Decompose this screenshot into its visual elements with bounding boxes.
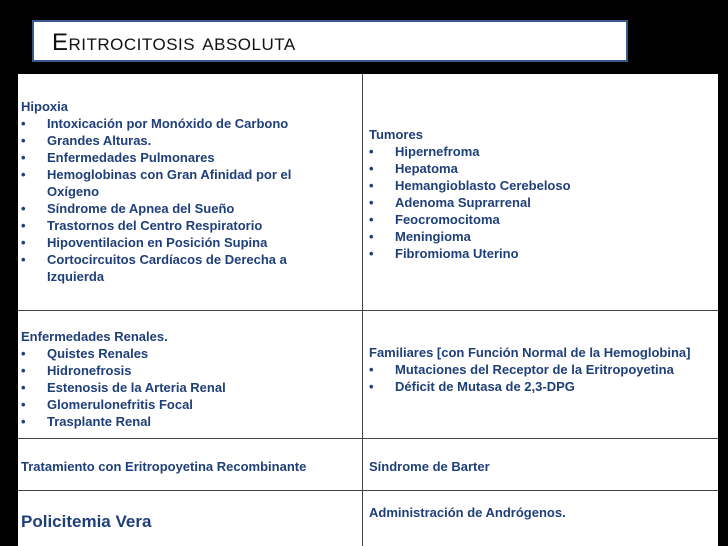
list-item: • Fibromioma Uterino [369,245,714,262]
cell-heading: Enfermedades Renales. [21,329,168,344]
cell-tratamiento: Tratamiento con Eritropoyetina Recombinante [21,459,307,474]
list-item: • Grandes Alturas. [21,132,316,149]
list-item: • Hipernefroma [369,143,714,160]
list-item: • Trastornos del Centro Respiratorio [21,217,316,234]
cell-policitemia: Policitemia Vera [21,512,152,531]
list-item: • Meningioma [369,228,714,245]
list-item: • Hemangioblasto Cerebeloso [369,177,714,194]
list-item: • Estenosis de la Arteria Renal [21,379,346,396]
row-divider-1 [18,310,718,311]
cell-heading: Tumores [369,127,423,142]
cell-heading: Familiares [con Función Normal de la Hemoglobina] [369,345,691,360]
list-item: • Síndrome de Apnea del Sueño [21,200,316,217]
slide-title: Eritrocitosis absoluta [52,29,296,56]
list-item: • Hipoventilacion en Posición Supina [21,234,316,251]
list-item: • Mutaciones del Receptor de la Eritropoyetina [369,361,712,378]
title-box [32,20,628,62]
hipoxia-list [21,115,316,285]
list-item: • Hepatoma [369,160,714,177]
list-item: • Adenoma Suprarrenal [369,194,714,211]
tumores-list [369,143,714,262]
list-item: • Déficit de Mutasa de 2,3-DPG [369,378,712,395]
renales-list [21,345,346,430]
cell-tumores [366,126,716,262]
list-item: • Hemoglobinas con Gran Afinidad por el Oxígeno [21,166,316,200]
list-item: • Hidronefrosis [21,362,346,379]
familiares-list [369,361,712,395]
list-item: • Trasplante Renal [21,413,346,430]
cell-heading: Hipoxia [21,99,68,114]
row-divider-3 [18,490,718,491]
list-item: • Enfermedades Pulmonares [21,149,316,166]
cell-familiares [366,344,714,395]
list-item: • Quistes Renales [21,345,346,362]
content-table [18,74,718,546]
cell-hipoxia [18,98,318,285]
list-item: • Glomerulonefritis Focal [21,396,346,413]
list-item: • Cortocircuitos Cardíacos de Derecha a Izquierda [21,251,316,285]
cell-renales [18,328,348,430]
cell-barter: Síndrome de Barter [369,459,490,474]
list-item: • Feocromocitoma [369,211,714,228]
row-divider-2 [18,438,718,439]
list-item: • Intoxicación por Monóxido de Carbono [21,115,316,132]
cell-androgenos: Administración de Andrógenos. [369,505,566,520]
